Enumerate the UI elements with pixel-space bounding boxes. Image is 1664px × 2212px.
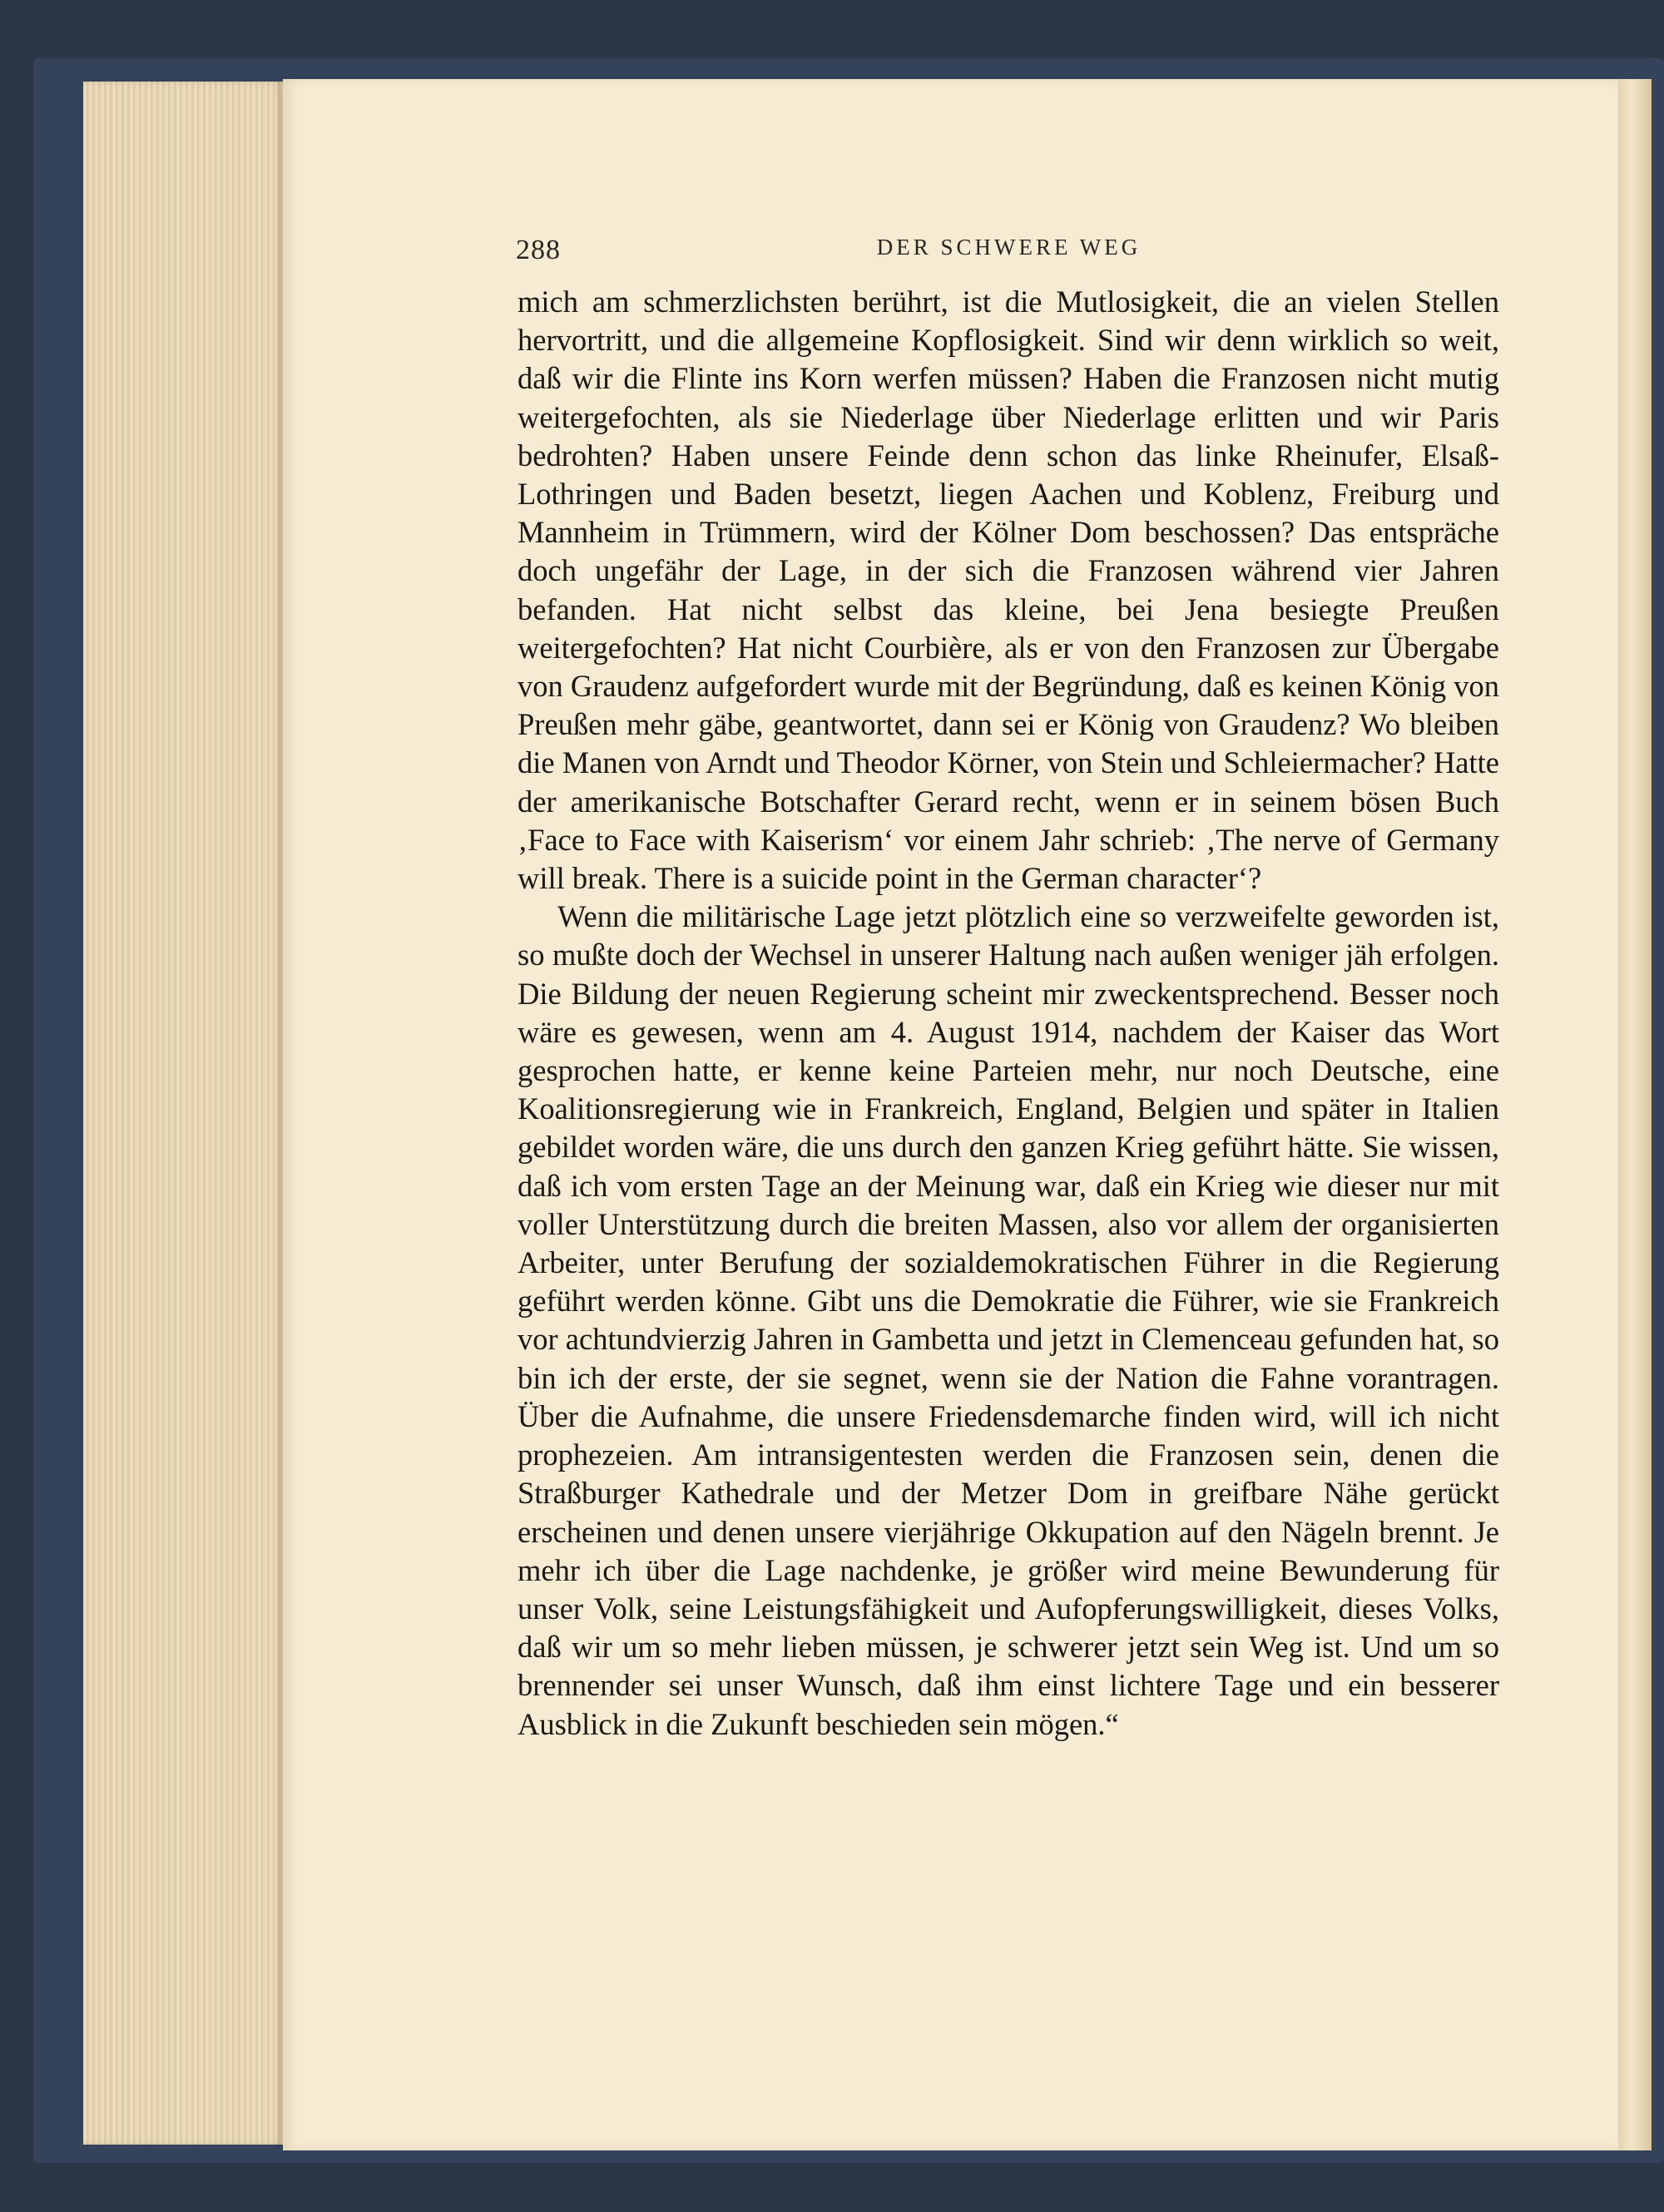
page-number: 288 — [516, 235, 561, 265]
running-head: DER SCHWERE WEG — [876, 235, 1142, 260]
paragraph: Wenn die militärische Lage jetzt plötzlich eine so verzweifelte geworden ist, so mußte doch der Wechsel in unserer Haltung nach außen weniger jäh erfolgen. Die Bildung der neuen Regierung scheint mir zweckentsprechend. Besser noch wäre es gewesen, wenn am 4. August 1914, nachdem der Kaiser das Wort gesprochen hatte, er kenne keine Parteien mehr, nur noch Deutsche, eine Koalitionsregierung wie in Frankreich, England, Belgien und später in Italien gebildet worden wäre, die uns durch den ganzen Krieg geführt hätte. Sie wissen, daß ich vom ersten Tage an der Meinung war, daß ein Krieg wie dieser nur mit voller Unterstützung durch die breiten Massen, also vor allem der organisierten Arbeiter, unter Berufung der sozialdemokratischen Führer in die Regierung geführt werden könne. Gibt uns die Demokratie die Führer, wie sie Frankreich vor achtundvierzig Jahren in Gambetta und jetzt in Clemenceau gefunden hat, so bin ich der erste, der sie segnet, wenn sie der Nation die Fahne vorantragen. Über die Aufnahme, die unsere Friedensdemarche finden wird, will ich nicht prophezeien. Am intransigentesten werden die Franzosen sein, denen die Straßburger Kathedrale und der Metzer Dom in greifbare Nähe gerückt erscheinen und denen unsere vierjährige Okkupation auf den Nägeln brennt. Je mehr ich über die Lage nachdenke, je größer wird meine Bewunderung für unser Volk, seine Leistungsfähigkeit und Aufopferungswilligkeit, dieses Volks, daß wir um so mehr lieben müssen, je schwerer jetzt sein Weg ist. Und um so brennender sei unser Wunsch, daß ihm einst lichtere Tage und ein besserer Ausblick in die Zukunft beschieden sein mögen.“ — [518, 899, 1499, 1741]
page-edges — [83, 82, 287, 2145]
body-text — [518, 283, 1499, 1744]
paragraph-continued: mich am schmerzlichsten berührt, ist die Mutlosigkeit, die an vielen Stellen hervortritt, und die allgemeine Kopflosigkeit. Sind wir denn wirklich so weit, daß wir die Flinte ins Korn werfen müssen? Haben die Franzosen nicht mutig weitergefochten, als sie Niederlage über Niederlage erlitten und wir Paris bedrohten? Haben unsere Feinde denn schon das linke Rheinufer, Elsaß-Lothringen und Baden besetzt, liegen Aachen und Koblenz, Freiburg und Mannheim in Trümmern, wird der Kölner Dom beschossen? Das entspräche doch ungefähr der Lage, in der sich die Franzosen während vier Jahren befanden. Hat nicht selbst das kleine, bei Jena besiegte Preußen weitergefochten? Hat nicht Courbière, als er von den Franzosen zur Übergabe von Graudenz aufgefordert wurde mit der Begründung, daß es keinen König von Preußen mehr gäbe, geantwortet, dann sei er König von Graudenz? Wo bleiben die Manen von Arndt und Theodor Körner, von Stein und Schleiermacher? Hatte der amerikanische Botschafter Gerard recht, wenn er in seinem bösen Buch ‚Face to Face with Kaiserism‘ vor einem Jahr schrieb: ‚The nerve of Germany will break. There is a suicide point in the German character‘? — [518, 285, 1499, 896]
page-header — [516, 235, 1502, 276]
adjacent-page-edge — [1618, 79, 1652, 2150]
